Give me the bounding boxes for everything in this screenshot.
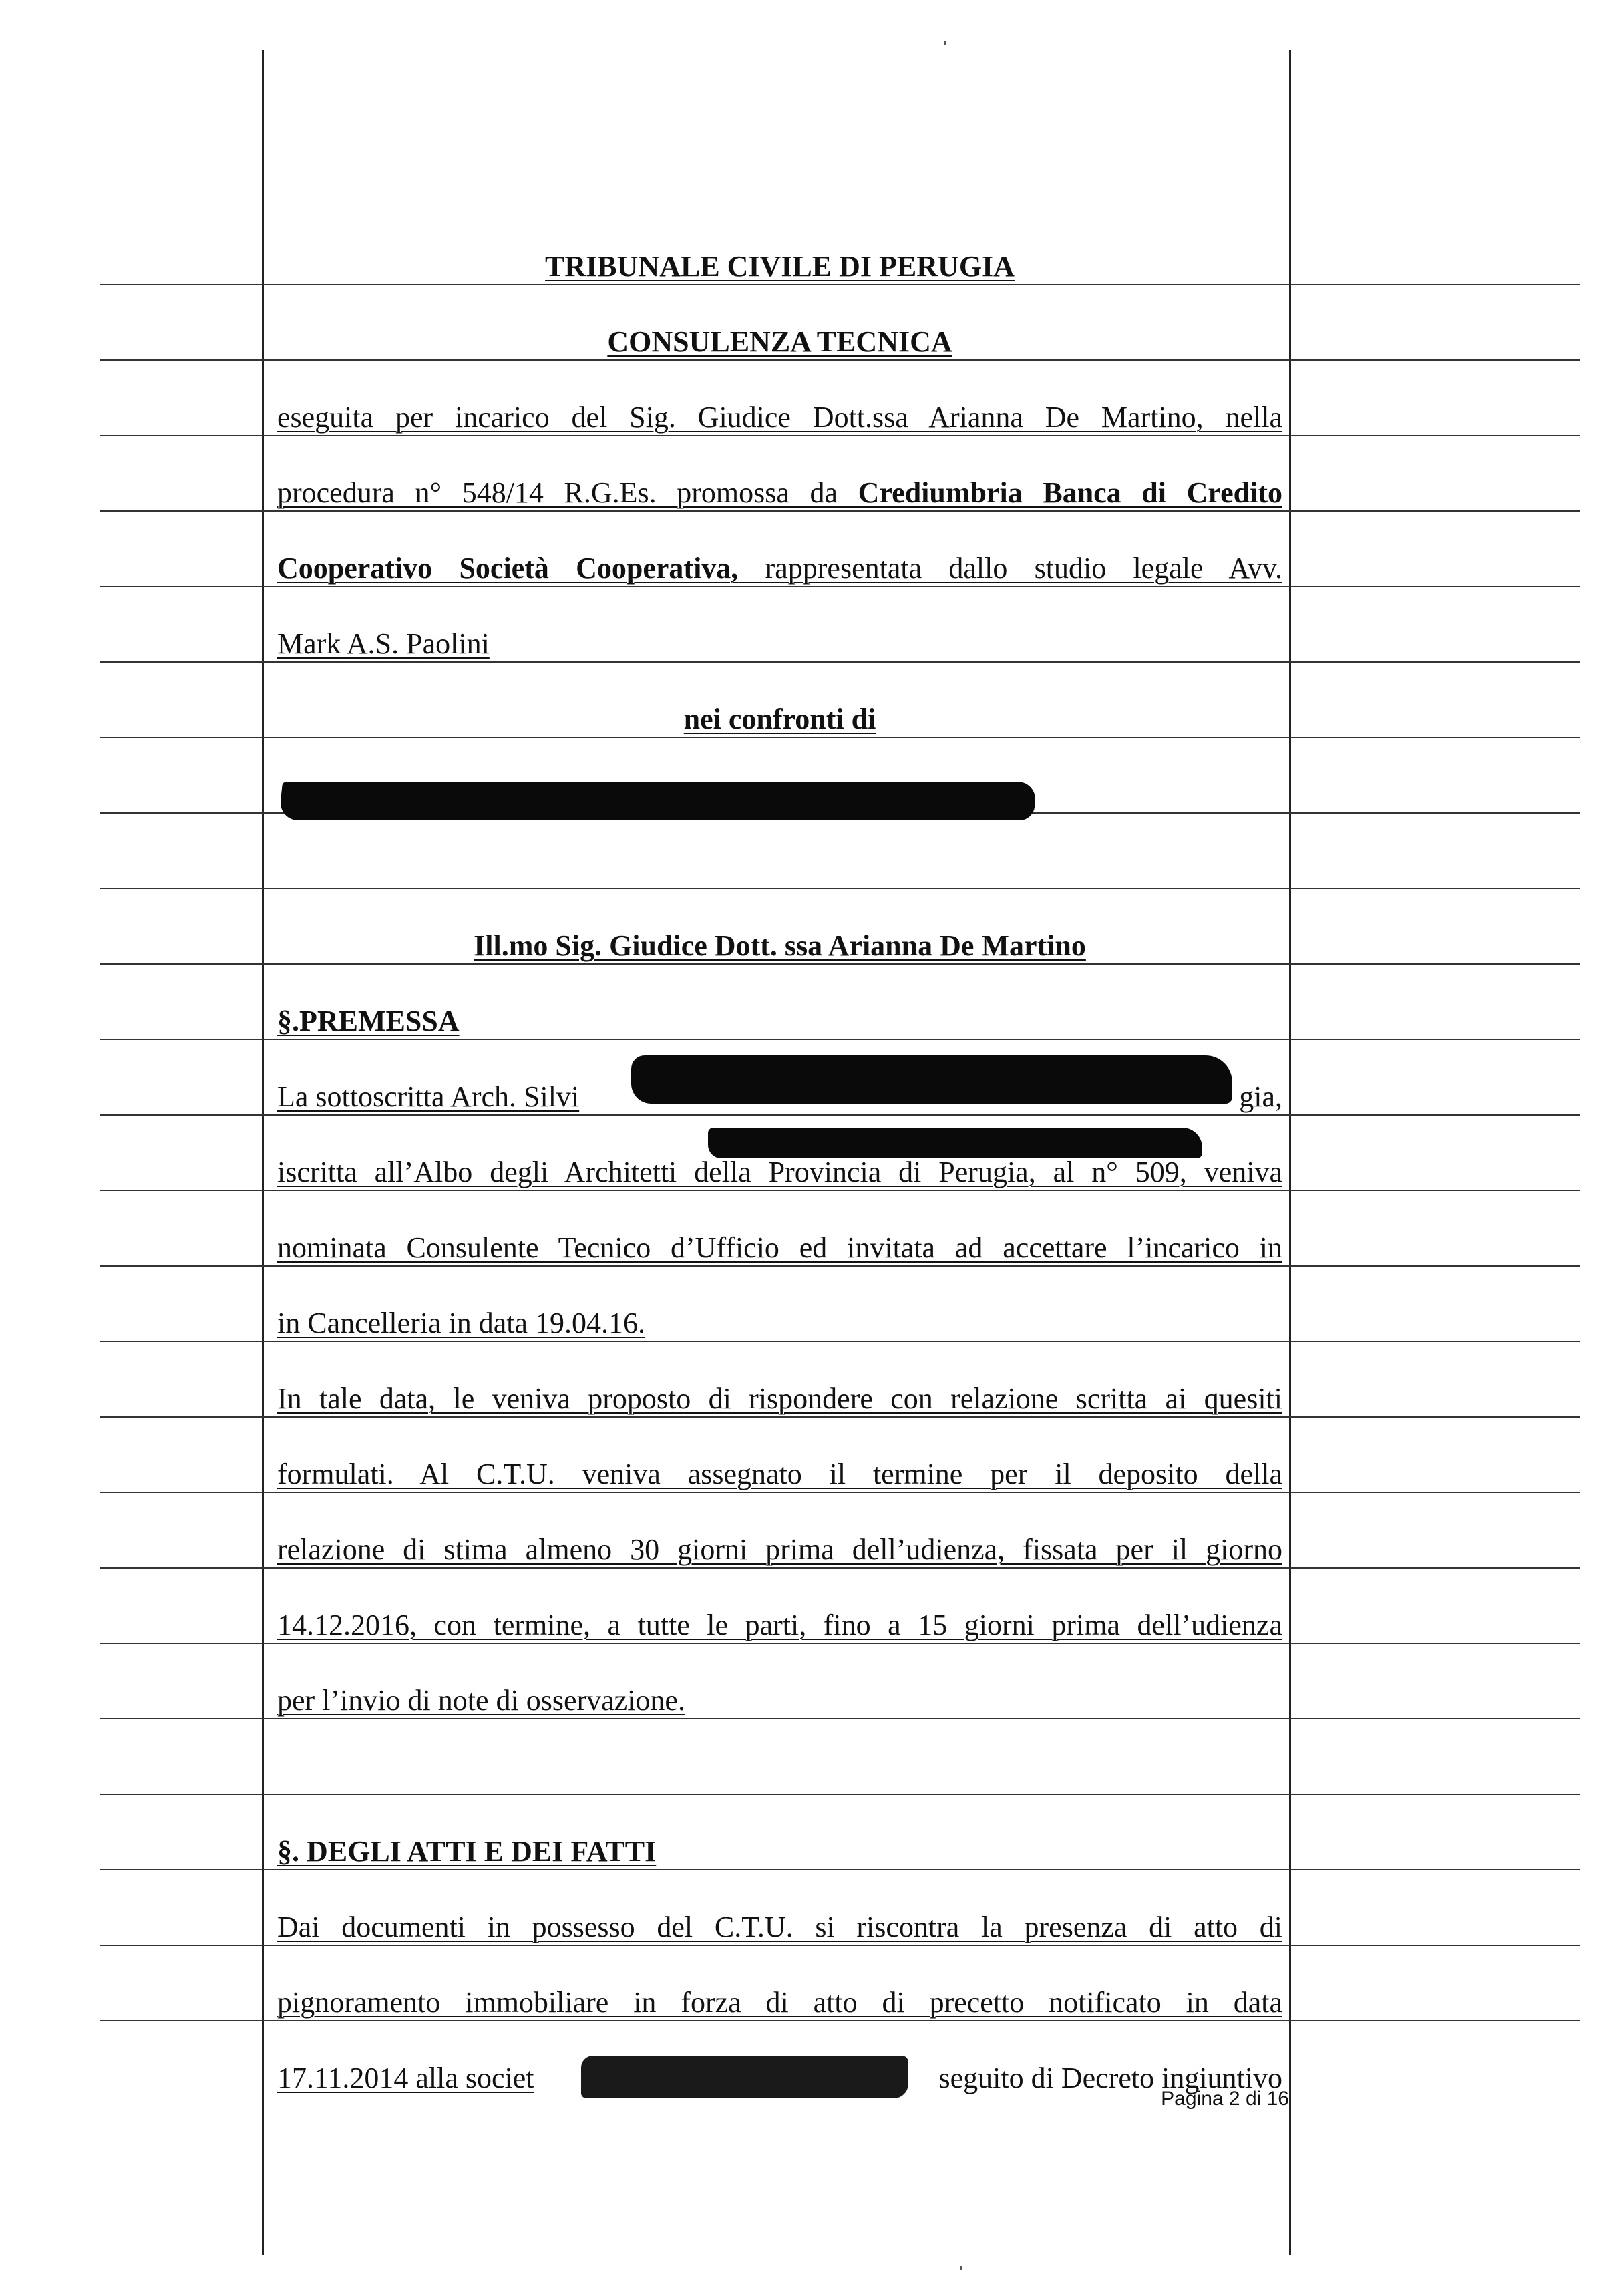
atti-line-1: Dai documenti in possesso del C.T.U. si riscontra la presenza di atto di <box>277 1911 1282 1943</box>
atti-line-2: pignoramento immobiliare in forza di atto di precetto notificato in data <box>277 1986 1282 2019</box>
redacted-company-name <box>581 2056 908 2098</box>
scan-speck <box>944 41 946 45</box>
against-label: nei confronti di <box>683 703 876 735</box>
plaintiff-name-part2: Cooperativo Società Cooperativa, <box>277 552 739 585</box>
premessa-line-1-start: La sottoscritta Arch. Silvi <box>277 1080 580 1113</box>
court-title: TRIBUNALE CIVILE DI PERUGIA <box>545 250 1015 283</box>
right-margin-line <box>1289 50 1291 2255</box>
premessa-line-2: iscritta all’Albo degli Architetti della Provincia di Perugia, al n° 509, veniva <box>277 1156 1282 1188</box>
premessa-heading: §.PREMESSA <box>277 1005 460 1037</box>
premessa-line-6: formulati. Al C.T.U. veniva assegnato il termine per il deposito della <box>277 1458 1282 1490</box>
intro-line-3 <box>277 550 1282 587</box>
left-margin-line <box>262 50 264 2255</box>
page-number: Pagina 2 di 16 <box>1161 2088 1289 2110</box>
atti-line-3-end: seguito di Decreto ingiuntivo <box>938 2062 1282 2094</box>
premessa-line-1-end: gia, <box>1239 1080 1282 1113</box>
redacted-defendant-name <box>279 782 1037 820</box>
premessa-line-9: per l’invio di note di osservazione. <box>277 1684 685 1717</box>
redacted-address <box>631 1055 1232 1104</box>
atti-line-3-start: 17.11.2014 alla societ <box>277 2062 534 2094</box>
premessa-line-7: relazione di stima almeno 30 giorni prima dell’udienza, fissata per il giorno <box>277 1533 1282 1566</box>
document-subtitle: CONSULENZA TECNICA <box>607 325 952 358</box>
intro-line-1: eseguita per incarico del Sig. Giudice Dott.ssa Arianna De Martino, nella <box>277 401 1282 434</box>
premessa-line-3: nominata Consulente Tecnico d’Ufficio ed invitata ad accettare l’incarico in <box>277 1231 1282 1264</box>
addressee: Ill.mo Sig. Giudice Dott. ssa Arianna De Martino <box>474 929 1086 962</box>
scan-speck <box>960 2266 962 2270</box>
intro-line-2-text: procedura n° 548/14 R.G.Es. promossa da <box>277 476 858 509</box>
rule-line <box>100 1794 1580 1795</box>
atti-heading: §. DEGLI ATTI E DEI FATTI <box>277 1835 657 1868</box>
premessa-line-5: In tale data, le veniva proposto di rispondere con relazione scritta ai quesiti <box>277 1382 1282 1415</box>
intro-line-4: Mark A.S. Paolini <box>277 627 490 660</box>
premessa-line-4: in Cancelleria in data 19.04.16. <box>277 1307 646 1339</box>
plaintiff-name-part1: Crediumbria Banca di Credito <box>858 476 1282 509</box>
intro-line-2 <box>277 474 1282 512</box>
intro-line-3-text: rappresentata dallo studio legale Avv. <box>738 552 1282 585</box>
rule-line <box>100 888 1580 889</box>
premessa-line-8: 14.12.2016, con termine, a tutte le parti, fino a 15 giorni prima dell’udienza <box>277 1609 1282 1641</box>
